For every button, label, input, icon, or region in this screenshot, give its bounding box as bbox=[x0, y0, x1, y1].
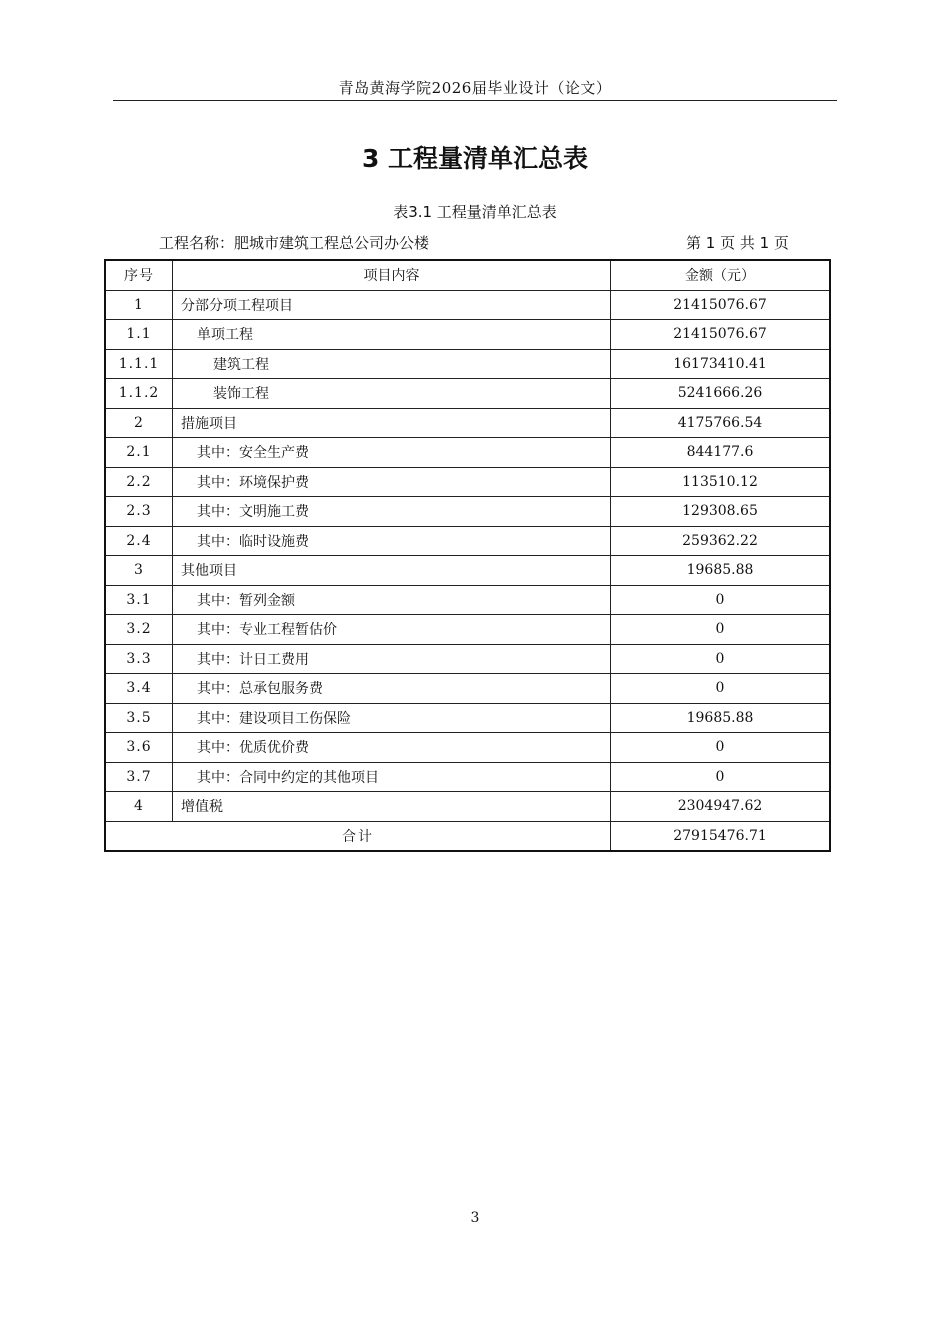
row-item: 其中：文明施工费 bbox=[173, 497, 611, 527]
table-row bbox=[105, 792, 830, 822]
total-label: 合计 bbox=[105, 821, 611, 851]
table-row bbox=[105, 585, 830, 615]
project-name-line: 工程名称：肥城市建筑工程总公司办公楼 bbox=[159, 234, 430, 252]
total-amount: 27915476.71 bbox=[611, 821, 831, 851]
row-item: 单项工程 bbox=[173, 320, 611, 350]
row-item: 增值税 bbox=[173, 792, 611, 822]
row-amount: 2304947.62 bbox=[611, 792, 831, 822]
header-item: 项目内容 bbox=[173, 260, 611, 290]
row-amount: 0 bbox=[611, 585, 831, 615]
summary-table bbox=[104, 259, 831, 852]
table-row bbox=[105, 290, 830, 320]
table-row bbox=[105, 615, 830, 645]
row-amount: 21415076.67 bbox=[611, 290, 831, 320]
table-row bbox=[105, 526, 830, 556]
row-amount: 21415076.67 bbox=[611, 320, 831, 350]
row-item: 其中：合同中约定的其他项目 bbox=[173, 762, 611, 792]
row-amount: 19685.88 bbox=[611, 556, 831, 586]
row-amount: 0 bbox=[611, 762, 831, 792]
row-item: 装饰工程 bbox=[173, 379, 611, 409]
row-seq: 3.1 bbox=[105, 585, 173, 615]
row-item: 其中：临时设施费 bbox=[173, 526, 611, 556]
row-item: 建筑工程 bbox=[173, 349, 611, 379]
header-seq: 序号 bbox=[105, 260, 173, 290]
row-item: 其中：环境保护费 bbox=[173, 467, 611, 497]
row-seq: 3.7 bbox=[105, 762, 173, 792]
table-row bbox=[105, 379, 830, 409]
section-title: 3 工程量清单汇总表 bbox=[361, 144, 589, 173]
row-amount: 0 bbox=[611, 644, 831, 674]
row-seq: 2.4 bbox=[105, 526, 173, 556]
row-item: 其中：优质优价费 bbox=[173, 733, 611, 763]
row-item: 其中：总承包服务费 bbox=[173, 674, 611, 704]
header-amount: 金额（元） bbox=[611, 260, 831, 290]
row-seq: 3 bbox=[105, 556, 173, 586]
row-amount: 129308.65 bbox=[611, 497, 831, 527]
row-amount: 844177.6 bbox=[611, 438, 831, 468]
row-seq: 3.5 bbox=[105, 703, 173, 733]
row-amount: 19685.88 bbox=[611, 703, 831, 733]
row-seq: 3.2 bbox=[105, 615, 173, 645]
row-item: 其中：暂列金额 bbox=[173, 585, 611, 615]
row-seq: 3.3 bbox=[105, 644, 173, 674]
table-caption: 表3.1 工程量清单汇总表 bbox=[393, 203, 557, 221]
row-item: 其中：计日工费用 bbox=[173, 644, 611, 674]
table-header-row bbox=[105, 260, 830, 290]
running-header: 青岛黄海学院2026届毕业设计（论文） bbox=[338, 79, 612, 97]
row-item: 其中：建设项目工伤保险 bbox=[173, 703, 611, 733]
row-seq: 2.2 bbox=[105, 467, 173, 497]
table-row bbox=[105, 703, 830, 733]
row-amount: 0 bbox=[611, 733, 831, 763]
row-seq: 1.1.1 bbox=[105, 349, 173, 379]
page-count: 第 1 页 共 1 页 bbox=[686, 234, 789, 252]
table-row bbox=[105, 644, 830, 674]
table-row bbox=[105, 497, 830, 527]
row-amount: 4175766.54 bbox=[611, 408, 831, 438]
row-item: 措施项目 bbox=[173, 408, 611, 438]
row-item: 其中：专业工程暂估价 bbox=[173, 615, 611, 645]
table-row bbox=[105, 320, 830, 350]
row-item: 分部分项工程项目 bbox=[173, 290, 611, 320]
row-seq: 3.4 bbox=[105, 674, 173, 704]
row-seq: 1.1 bbox=[105, 320, 173, 350]
table-row bbox=[105, 408, 830, 438]
page-number: 3 bbox=[470, 1210, 480, 1226]
table-row bbox=[105, 762, 830, 792]
row-seq: 2.1 bbox=[105, 438, 173, 468]
row-seq: 4 bbox=[105, 792, 173, 822]
row-amount: 0 bbox=[611, 674, 831, 704]
row-item: 其中：安全生产费 bbox=[173, 438, 611, 468]
row-amount: 259362.22 bbox=[611, 526, 831, 556]
total-row bbox=[105, 821, 830, 851]
row-amount: 5241666.26 bbox=[611, 379, 831, 409]
row-amount: 113510.12 bbox=[611, 467, 831, 497]
table-row bbox=[105, 674, 830, 704]
table-row bbox=[105, 438, 830, 468]
row-seq: 2 bbox=[105, 408, 173, 438]
table-body bbox=[105, 290, 830, 821]
row-seq: 2.3 bbox=[105, 497, 173, 527]
row-item: 其他项目 bbox=[173, 556, 611, 586]
row-amount: 16173410.41 bbox=[611, 349, 831, 379]
table-row bbox=[105, 733, 830, 763]
row-amount: 0 bbox=[611, 615, 831, 645]
row-seq: 1.1.2 bbox=[105, 379, 173, 409]
table-row bbox=[105, 556, 830, 586]
row-seq: 3.6 bbox=[105, 733, 173, 763]
table-row bbox=[105, 467, 830, 497]
row-seq: 1 bbox=[105, 290, 173, 320]
header-rule bbox=[113, 100, 837, 101]
table-row bbox=[105, 349, 830, 379]
